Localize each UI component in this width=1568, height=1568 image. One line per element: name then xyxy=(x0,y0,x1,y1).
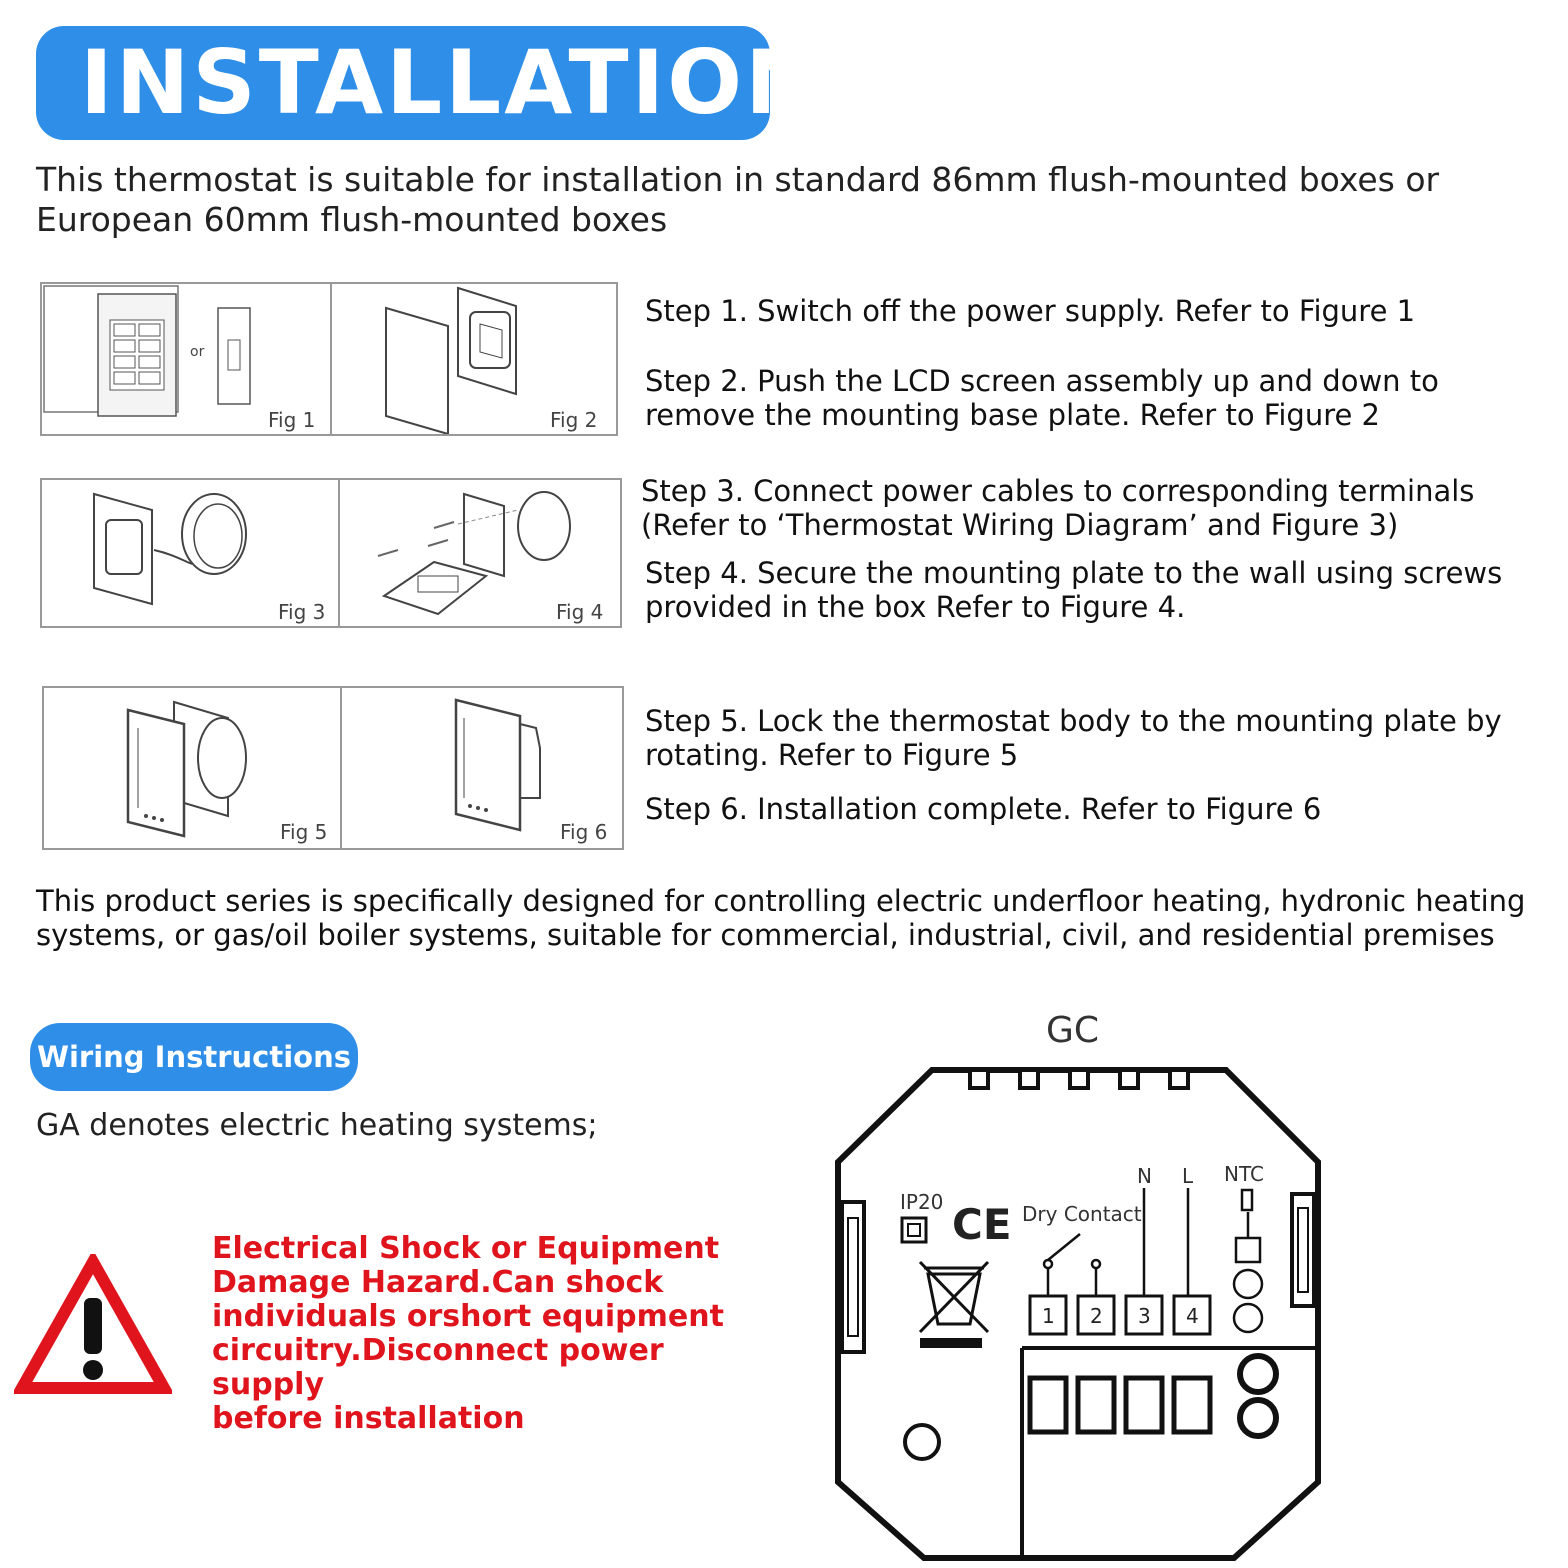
wiring-diagram xyxy=(834,1062,1324,1562)
installation-banner xyxy=(36,26,822,140)
fig1-label: Fig 1 xyxy=(268,408,316,432)
step-4 xyxy=(645,556,1502,624)
figure-1 xyxy=(42,284,332,434)
figure-4 xyxy=(338,480,620,626)
step-3-line-2: (Refer to ‘Thermostat Wiring Diagram’ and Figure 3) xyxy=(641,508,1399,542)
page-title: INSTALLATION xyxy=(80,31,822,134)
figure-6 xyxy=(340,688,622,848)
ntc-label: NTC xyxy=(1224,1162,1264,1186)
terminal-3-label: 3 xyxy=(1138,1304,1151,1328)
terminal-1-label: 1 xyxy=(1042,1304,1055,1328)
step-4-line-1: Step 4. Secure the mounting plate to the wall using screws xyxy=(645,556,1503,590)
fig2-label: Fig 2 xyxy=(550,408,598,432)
terminal-2-label: 2 xyxy=(1090,1304,1103,1328)
step-5-line-2: rotating. Refer to Figure 5 xyxy=(645,738,1019,772)
step-6-line-1: Step 6. Installation complete. Refer to Figure 6 xyxy=(645,792,1322,826)
figure-2 xyxy=(330,284,616,434)
wiring-instructions-badge: Wiring Instructions xyxy=(30,1023,358,1091)
figure-3 xyxy=(42,480,340,626)
n-label: N xyxy=(1137,1164,1152,1188)
warning-line-5: before installation xyxy=(212,1401,525,1436)
step-2-line-1: Step 2. Push the LCD screen assembly up and down to xyxy=(645,364,1439,398)
step-3-line-1: Step 3. Connect power cables to corresponding terminals xyxy=(641,474,1475,508)
step-6 xyxy=(645,792,1321,826)
fig4-label: Fig 4 xyxy=(556,600,604,624)
description-line-2: systems, or gas/oil boiler systems, suitable for commercial, industrial, civil, and residential premises xyxy=(36,918,1495,952)
ce-mark: CE xyxy=(952,1200,1012,1249)
figure-row-1 xyxy=(40,282,618,436)
fig1-or-text: or xyxy=(190,344,205,360)
step-1-line-1: Step 1. Switch off the power supply. Refer to Figure 1 xyxy=(645,294,1416,328)
warning-line-4: circuitry.Disconnect power supply xyxy=(212,1333,664,1402)
figure-row-3 xyxy=(42,686,624,850)
terminal-4-label: 4 xyxy=(1186,1304,1199,1328)
fig3-label: Fig 3 xyxy=(278,600,326,624)
product-description xyxy=(36,884,1556,952)
warning-line-2: Damage Hazard.Can shock xyxy=(212,1265,664,1300)
figure-5 xyxy=(44,688,342,848)
dry-contact-label: Dry Contact xyxy=(1022,1202,1142,1226)
diagram-model-label: GC xyxy=(1046,1010,1100,1051)
step-5 xyxy=(645,704,1502,772)
ga-text: GA denotes electric heating systems; xyxy=(36,1108,598,1143)
warning-line-1: Electrical Shock or Equipment xyxy=(212,1231,720,1266)
figure-row-2 xyxy=(40,478,622,628)
step-1 xyxy=(645,294,1415,328)
warning-line-3: individuals orshort equipment xyxy=(212,1299,724,1334)
description-line-1: This product series is specifically designed for controlling electric underfloor heating, hydronic heating xyxy=(36,884,1526,918)
step-3 xyxy=(641,474,1474,542)
step-2 xyxy=(645,364,1439,432)
intro-text: This thermostat is suitable for installation in standard 86mm flush-mounted boxes or European 60mm flush-mounted boxes xyxy=(36,160,1440,239)
step-5-line-1: Step 5. Lock the thermostat body to the mounting plate by xyxy=(645,704,1502,738)
step-4-line-2: provided in the box Refer to Figure 4. xyxy=(645,590,1186,624)
fig5-label: Fig 5 xyxy=(280,820,328,844)
hazard-warning xyxy=(212,1232,732,1436)
fig6-label: Fig 6 xyxy=(560,820,608,844)
warning-icon xyxy=(14,1254,172,1396)
l-label: L xyxy=(1182,1164,1194,1188)
step-2-line-2: remove the mounting base plate. Refer to Figure 2 xyxy=(645,398,1380,432)
ip-rating-label: IP20 xyxy=(900,1190,944,1214)
